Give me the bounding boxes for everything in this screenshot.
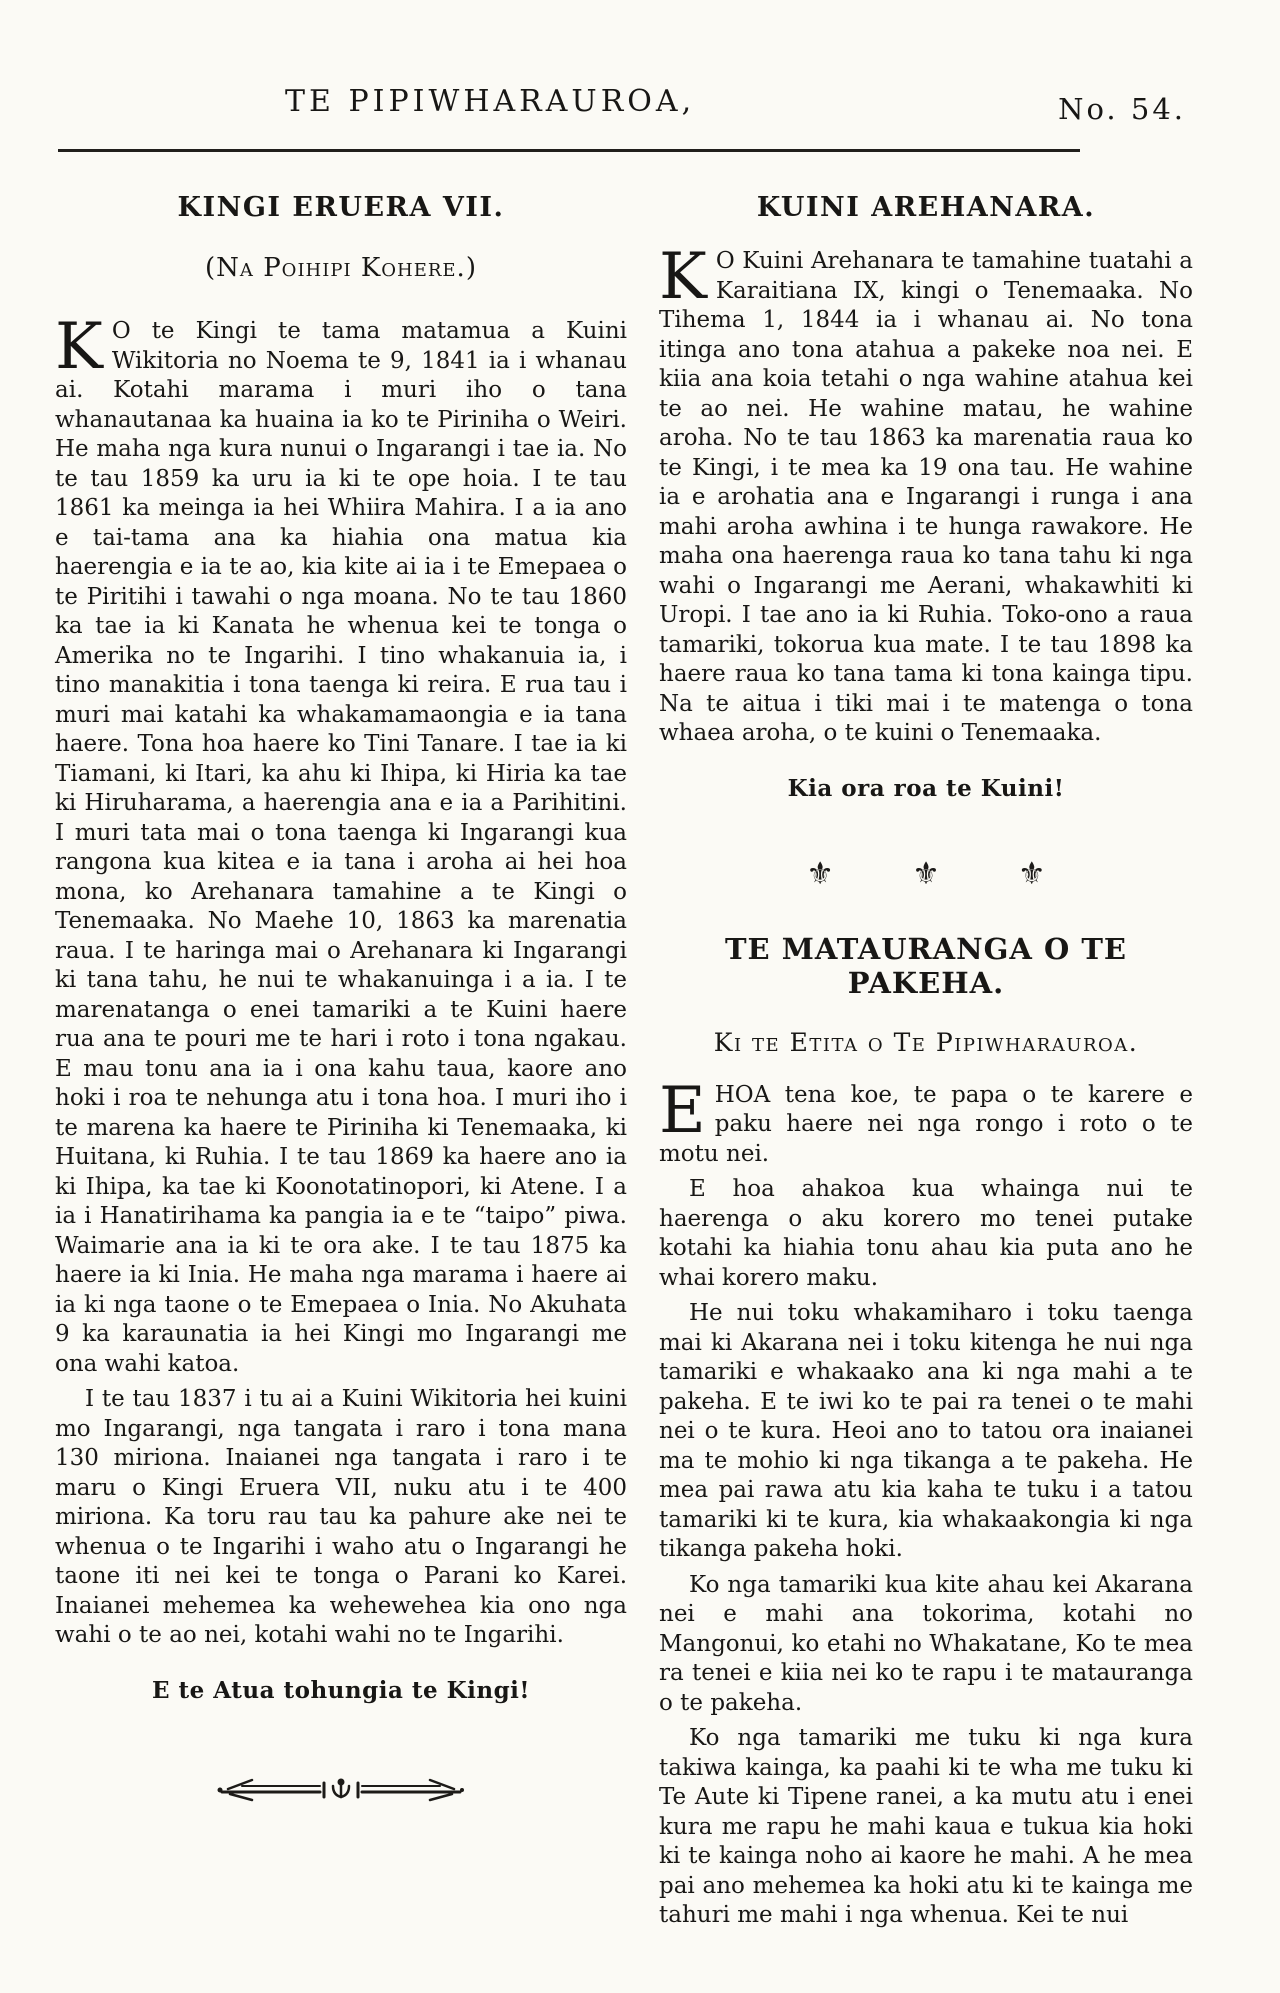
- article-paragraph: [659, 1175, 1193, 1293]
- fleuron-divider: [659, 856, 1193, 892]
- masthead-rule: [58, 149, 1080, 152]
- paragraph-text: He nui toku whakamiharo i toku taenga mai ki Akarana nei i toku kitenga he nui nga tamariki e whakaako ana ki nga mahi a te pakeha. E te iwi ko te pai ra tenei o te mahi nei o te kura. Heoi ano to tatou ora inaianei ma te mohio ki nga tikanga a te pakeha. He mea pai rawa atu kia kaha te tuku i a tatou tamariki ki te kura, kia whakaakongia ki nga tikanga pakeha hoki.: [659, 1300, 1193, 1562]
- issue-number: No. 54.: [1058, 92, 1186, 126]
- paragraph-text: O Kuini Arehanara te tamahine tuatahi a Karaitiana IX, kingi o Tenemaaka. No Tihema 1, 1844 ia i whanau ai. No tona itinga ano tona atahua a pakeke noa nei. E kiia ana koia tetahi o nga wahine atahua kei te ao nei. He wahine matau, he wahine aroha. No te tau 1863 ka marenatia raua ko te Kingi, i te mea ka 19 ona tau. He wahine ia e arohatia ana e Ingarangi i runga i ana mahi aroha awhina i te hunga rawakore. He maha ona haerenga raua ko tana tahu ki nga wahi o Ingarangi me Aerani, whakawhiti ki Uropi. I tae ano ia ki Ruhia. Toko-ono a raua tamariki, tokorua kua mate. I te tau 1898 ka haere raua ko tana tama ki tona kainga tipu. Na te aitua i tiki mai i te matenga o tona whaea aroha, o te kuini o Tenemaaka.: [659, 248, 1193, 746]
- tailpiece-ornament-icon: [216, 1776, 466, 1804]
- article-heading-matauranga: TE MATAURANGA O TE PAKEHA.: [724, 931, 1128, 1000]
- article-byline: (Na Poihipi Kohere.): [205, 253, 477, 283]
- article-paragraph: [659, 1724, 1193, 1931]
- closing-line: Kia ora roa te Kuini!: [787, 774, 1065, 802]
- article-paragraph: [659, 1571, 1193, 1719]
- tailpiece: [55, 1776, 627, 1808]
- masthead: [55, 84, 1192, 146]
- article-heading-kingi-eruera: KINGI ERUERA VII.: [177, 192, 505, 223]
- paragraph-text: HOA tena koe, te papa o te karere e paku haere nei nga rongo i roto o te motu nei.: [659, 1081, 1193, 1167]
- left-column: [55, 176, 627, 1931]
- fleur-de-lis-icon: ⚜: [1017, 855, 1046, 892]
- newspaper-title: TE PIPIWHARAUROA,: [285, 84, 696, 119]
- right-column: [659, 176, 1193, 1931]
- article-salutation: Ki te Etita o Te Pipiwharauroa.: [713, 1027, 1139, 1057]
- article-paragraph: [659, 1073, 1193, 1170]
- dropcap-letter: K: [659, 240, 707, 314]
- paragraph-text: E hoa ahakoa kua whainga nui te haerenga o aku korero mo tenei putake kotahi ka hiahia tonu ahau kia puta ano he whai korero maku.: [659, 1176, 1193, 1291]
- paragraph-text: I te tau 1837 i tu ai a Kuini Wikitoria hei kuini mo Ingarangi, nga tangata i raro i tona mana 130 miriona. Inaianei nga tangata i raro i te maru o Kingi Eruera VII, nuku atu i te 400 miriona. Ka toru rau tau ka pahure ake nei te whenua o te Ingarihi i waho atu o Ingarangi he taone iti nei kei te tonga o Parani ko Karei. Inaianei mehemea ka wehewehea kia ono nga wahi o te ao nei, kotahi wahi no te Ingarihi.: [55, 1386, 627, 1648]
- article-heading-kuini-arehanara: KUINI AREHANARA.: [756, 192, 1096, 223]
- fleur-de-lis-icon: ⚜: [806, 855, 835, 892]
- closing-line: E te Atua tohungia te Kingi!: [152, 1676, 530, 1704]
- article-paragraph: [659, 1299, 1193, 1565]
- dropcap-letter: E: [659, 1073, 706, 1148]
- column-layout: [55, 176, 1193, 1931]
- article-paragraph: [55, 1385, 627, 1651]
- article-paragraph: [659, 240, 1193, 749]
- fleur-de-lis-icon: ⚜: [912, 855, 940, 892]
- article-paragraph: [55, 310, 627, 1379]
- paragraph-text: Ko nga tamariki me tuku ki nga kura takiwa kainga, ka paahi ki te wha me tuku ki Te Aute ki Tipene ranei, a ka mutu atu i enei kura me rapu he mahi kaua e tukua kia hoki ki te kainga noho ai kaore he mahi. A he mea pai ano mehemea ka hoki atu ki te kainga me tahuri me mahi i nga whenua. Kei te nui: [659, 1725, 1193, 1928]
- paragraph-text: O te Kingi te tama matamua a Kuini Wikitoria no Noema te 9, 1841 ia i whanau ai. Kotahi marama i muri iho o tana whanautanaa ka huaina ia ko te Piriniha o Weiri. He maha nga kura nunui o Ingarangi i tae ia. No te tau 1859 ka uru ia ki te ope hoia. I te tau 1861 ka meinga ia hei Whiira Mahira. I a ia ano e tai-tama ana ka hiahia ona matua kia haerengia e ia te ao, kia kite ai ia i te Emepaea o te Piritihi i tawahi o nga moana. No te tau 1860 ka tae ia ki Kanata he whenua kei te tonga o Amerika no te Ingarihi. I tino whakanuia ia, i tino manakitia i tona taenga ki reira. E rua tau i muri mai katahi ka whakamamaongia e ia tana haere. Tona hoa haere ko Tini Tanare. I tae ia ki Tiamani, ki Itari, ka ahu ki Ihipa, ki Hiria ka tae ki Hiruharama, a haerengia ana e ia a Parihitini. I muri tata mai o tona taenga ki Ingarangi kua rangona kua kitea e ia tana i aroha ai hei hoa mona, ko Arehanara tamahine a te Kingi o Tenemaaka. No Maehe 10, 1863 ka marenatia raua. I te haringa mai o Arehanara ki Ingarangi ki tana tahu, he nui te whakanuinga i a ia. I te marenatanga o enei tamariki a te Kuini haere rua ana te pouri me te hari i roto i tona ngakau. E mau tonu ana ia i ona kahu taua, kaore ano hoki i roa te nehunga atu i tona hoa. I muri iho i te marena ka haere te Piriniha ki Tenemaaka, ki Huitana, ki Ruhia. I te tau 1869 ka haere ano ia ki Ihipa, ka tae ki Koonotatinopori, ki Atene. I a ia i Hanatirihama ka pangia ia e te “taipo” piwa. Waimarie ana ia ki te ora ake. I te tau 1875 ka haere ia ki Inia. He maha nga marama i haere ai ia ki nga taone o te Emepaea o Inia. No Akuhata 9 ka karaunatia ia hei Kingi mo Ingarangi me ona wahi katoa.: [55, 318, 627, 1377]
- dropcap-letter: K: [55, 310, 103, 384]
- paragraph-text: Ko nga tamariki kua kite ahau kei Akarana nei e mahi ana tokorima, kotahi no Mangonui, ko etahi no Whakatane, Ko te mea ra tenei e kiia nei ko te rapu i te matauranga o te pakeha.: [659, 1571, 1193, 1716]
